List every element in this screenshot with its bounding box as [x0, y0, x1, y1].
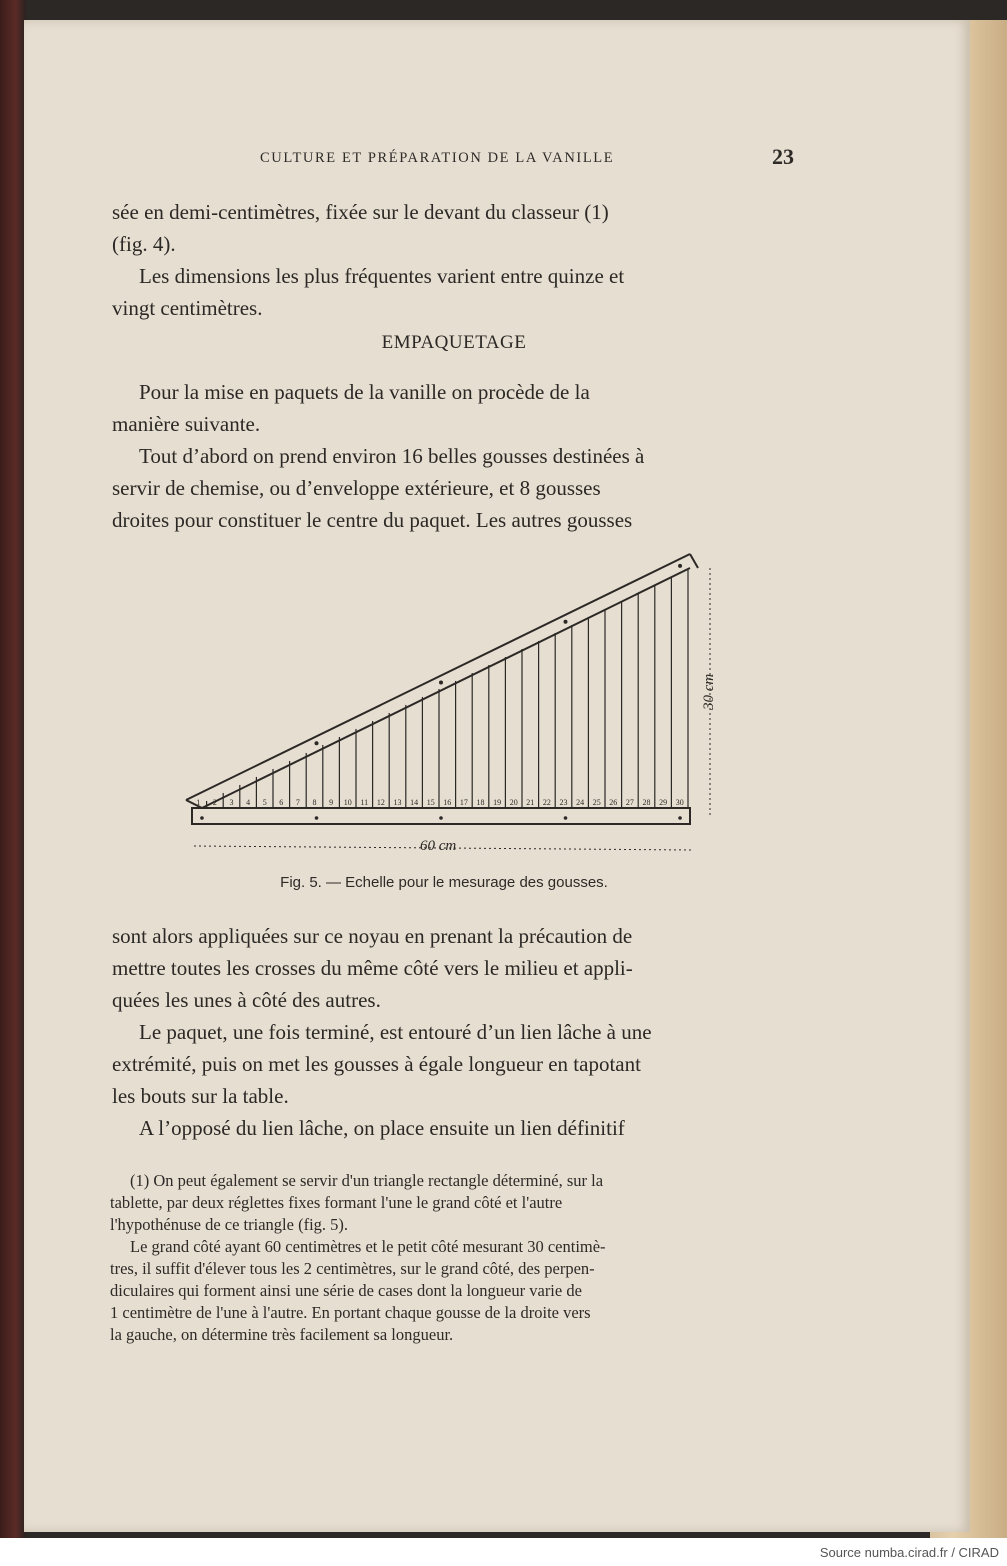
scale-label: 23: [559, 798, 568, 807]
rivet: [678, 816, 682, 820]
footnote-line: Le grand côté ayant 60 centimètres et le petit côté mesurant 30 centimè-: [130, 1237, 606, 1256]
footnote-line: tablette, par deux réglettes fixes formant l'une le grand côté et l'autre: [110, 1193, 563, 1212]
text-line: (fig. 4).: [112, 232, 176, 256]
scale-label: 6: [279, 798, 284, 807]
rivet: [678, 564, 682, 568]
scale-label: 28: [642, 798, 651, 807]
text-line: vingt centimètres.: [112, 296, 263, 320]
paragraph: [112, 920, 796, 1016]
text-line: Pour la mise en paquets de la vanille on procède de la: [139, 380, 590, 404]
scale-label: 5: [262, 798, 267, 807]
text-line: sont alors appliquées sur ce noyau en prenant la précaution de: [112, 924, 633, 948]
text-line: quées les unes à côté des autres.: [112, 988, 381, 1012]
scale-label: 26: [609, 798, 618, 807]
scale-label: 7: [295, 798, 300, 807]
scale-label: 13: [393, 798, 402, 807]
footnote-line: la gauche, on détermine très facilement sa longueur.: [110, 1325, 454, 1344]
text-line: extrémité, puis on met les gousses à égale longueur en tapotant: [112, 1052, 641, 1076]
scale-label: 29: [659, 798, 668, 807]
scale-label: 24: [576, 798, 585, 807]
text-line: A l’opposé du lien lâche, on place ensuite un lien définitif: [139, 1116, 625, 1140]
scale-label: 2: [212, 798, 217, 807]
paragraph: [112, 196, 796, 260]
rivet: [315, 741, 319, 745]
rivet: [200, 816, 204, 820]
text-line: mettre toutes les crosses du même côté vers le milieu et appli-: [112, 956, 633, 980]
scale-label: 9: [329, 798, 334, 807]
scale-label: 18: [476, 798, 485, 807]
text-line: les bouts sur la table.: [112, 1084, 289, 1108]
section-heading: EMPAQUETAGE: [381, 332, 527, 353]
figure-measuring-scale: [180, 550, 720, 860]
scale-label: 14: [410, 798, 419, 807]
width-label: 60 cm: [420, 838, 457, 854]
book-binding-strip: [0, 0, 26, 1538]
hypotenuse-bar-bottom: [202, 568, 690, 808]
page-number: 23: [772, 144, 794, 169]
measuring-scale-drawing: [180, 550, 720, 860]
footnote-line: 1 centimètre de l'une à l'autre. En portant chaque gousse de la droite vers: [110, 1303, 591, 1322]
rivet: [439, 816, 443, 820]
scale-label: 30: [675, 798, 684, 807]
scale-label: 21: [526, 798, 535, 807]
text-line: manière suivante.: [112, 412, 261, 436]
footnote-line: l'hypothénuse de ce triangle (fig. 5).: [110, 1215, 349, 1234]
text-line: servir de chemise, ou d’enveloppe extérieure, et 8 gousses: [112, 476, 601, 500]
scale-label: 16: [443, 798, 452, 807]
rivet: [315, 816, 319, 820]
scale-label: 1: [196, 798, 201, 807]
scale-label: 17: [459, 798, 468, 807]
scale-label: 20: [509, 798, 518, 807]
scale-label: 3: [229, 798, 234, 807]
hypotenuse-bar-top: [186, 554, 690, 800]
text-line: Les dimensions les plus fréquentes varient entre quinze et: [139, 264, 625, 288]
paragraph: [112, 440, 796, 536]
height-label: 30 cm: [701, 673, 717, 710]
scale-label: 19: [493, 798, 502, 807]
base-bar: [192, 808, 690, 824]
paragraph: [112, 260, 796, 324]
footnote-line: tres, il suffit d'élever tous les 2 centimètres, sur le grand côté, des perpen-: [110, 1259, 595, 1278]
scale-label: 27: [625, 798, 634, 807]
text-line: Tout d’abord on prend environ 16 belles gousses destinées à: [139, 444, 645, 468]
figure-caption: Fig. 5. — Echelle pour le mesurage des gousses.: [280, 874, 608, 891]
page-header: [260, 144, 800, 170]
text-line: Le paquet, une fois terminé, est entouré d’un lien lâche à une: [139, 1020, 652, 1044]
paragraph: [112, 1112, 796, 1144]
paragraph: [112, 1016, 796, 1112]
footnote-line: diculaires qui forment ainsi une série de cases dont la longueur varie de: [110, 1281, 582, 1300]
text-line: droites pour constituer le centre du paquet. Les autres gousses: [112, 508, 633, 532]
body-text-top: [112, 196, 796, 324]
scale-label: 4: [246, 798, 251, 807]
rivet: [439, 681, 443, 685]
footnote-paragraph: [110, 1170, 792, 1236]
source-credit: Source numba.cirad.fr / CIRAD: [819, 1545, 999, 1560]
footnote-paragraph: [110, 1236, 792, 1346]
scale-label: 15: [426, 798, 435, 807]
text-line: sée en demi-centimètres, fixée sur le devant du classeur (1): [112, 200, 609, 224]
scale-label: 12: [376, 798, 385, 807]
rivet: [564, 620, 568, 624]
running-title: CULTURE ET PRÉPARATION DE LA VANILLE: [260, 150, 615, 166]
body-text-bottom: [112, 920, 796, 1144]
paragraph: [112, 376, 796, 440]
rivet: [564, 816, 568, 820]
scale-label: 22: [542, 798, 551, 807]
scale-label: 11: [360, 798, 369, 807]
body-text-mid: [112, 376, 796, 536]
scale-label: 25: [592, 798, 601, 807]
scale-label: 10: [343, 798, 352, 807]
footnote-line: (1) On peut également se servir d'un triangle rectangle déterminé, sur la: [130, 1171, 604, 1190]
scale-label: 8: [312, 798, 317, 807]
hypotenuse-bar-tip: [690, 554, 698, 568]
footnotes: [110, 1170, 792, 1346]
